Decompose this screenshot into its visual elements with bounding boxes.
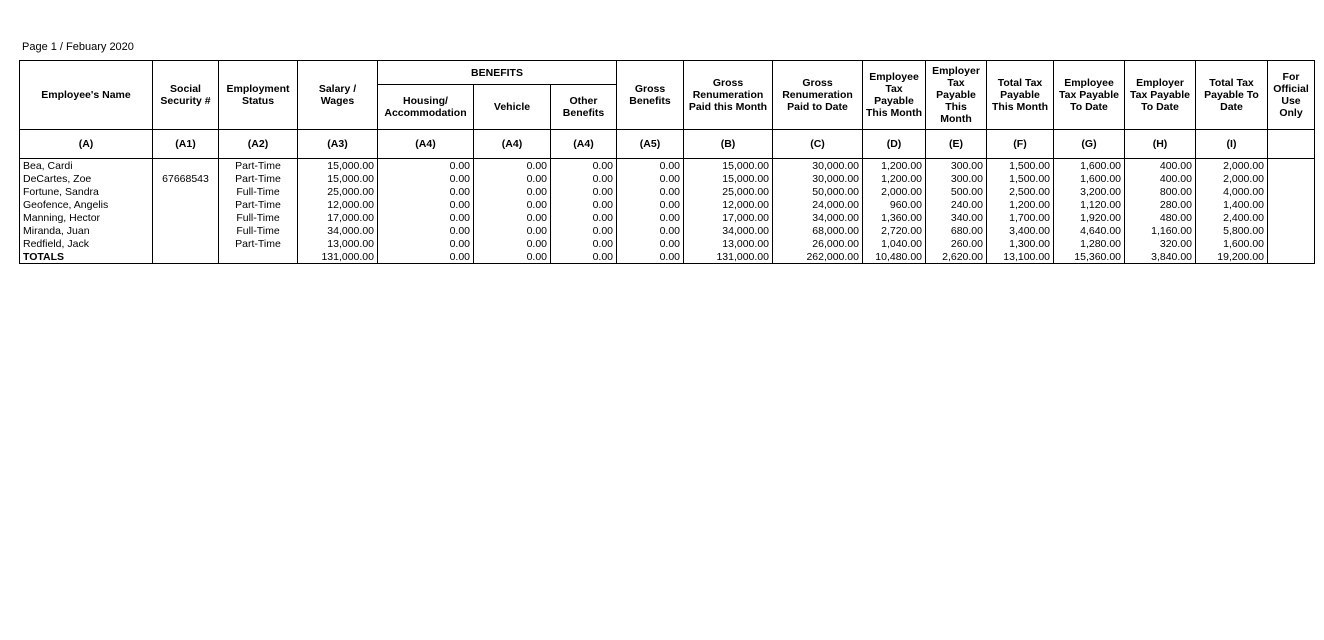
header-employer-tax-month: Employer Tax Payable This Month: [926, 61, 987, 130]
table-cell: 0.00: [617, 159, 684, 173]
table-cell: 67668543: [153, 172, 219, 185]
employee-name-cell: Redfield, Jack: [20, 237, 153, 250]
table-cell: 1,600.00: [1054, 159, 1125, 173]
table-cell: 15,000.00: [298, 159, 378, 173]
table-cell: 1,500.00: [987, 159, 1054, 173]
header-total-tax-date: Total Tax Payable To Date: [1196, 61, 1268, 130]
column-code: (A4): [378, 130, 474, 159]
column-code: (A4): [474, 130, 551, 159]
table-cell: 0.00: [617, 198, 684, 211]
table-cell: [153, 237, 219, 250]
table-cell: 0.00: [378, 237, 474, 250]
table-cell: 1,200.00: [863, 159, 926, 173]
table-cell: [1268, 237, 1315, 250]
employee-name-cell: Miranda, Juan: [20, 224, 153, 237]
table-cell: [1268, 159, 1315, 173]
employee-name-cell: DeCartes, Zoe: [20, 172, 153, 185]
table-cell: 0.00: [474, 159, 551, 173]
totals-cell: 19,200.00: [1196, 250, 1268, 264]
totals-cell: 10,480.00: [863, 250, 926, 264]
table-row: [20, 198, 1315, 211]
table-cell: 24,000.00: [773, 198, 863, 211]
totals-cell: 262,000.00: [773, 250, 863, 264]
totals-row: [20, 250, 1315, 264]
table-cell: [1268, 211, 1315, 224]
table-cell: 2,400.00: [1196, 211, 1268, 224]
table-cell: 3,400.00: [987, 224, 1054, 237]
table-cell: 1,600.00: [1196, 237, 1268, 250]
table-cell: 3,200.00: [1054, 185, 1125, 198]
table-cell: 0.00: [551, 185, 617, 198]
table-cell: 0.00: [474, 224, 551, 237]
table-cell: 30,000.00: [773, 159, 863, 173]
table-cell: 17,000.00: [298, 211, 378, 224]
header-employee-tax-month: Employee Tax Payable This Month: [863, 61, 926, 130]
table-cell: 0.00: [378, 185, 474, 198]
column-code: (A1): [153, 130, 219, 159]
header-gross-renumeration-date: Gross Renumeration Paid to Date: [773, 61, 863, 130]
table-cell: 1,200.00: [863, 172, 926, 185]
table-cell: 1,200.00: [987, 198, 1054, 211]
header-salary-wages: Salary / Wages: [298, 61, 378, 130]
table-row: [20, 211, 1315, 224]
table-cell: Part-Time: [219, 172, 298, 185]
table-cell: 0.00: [378, 159, 474, 173]
column-code: (A2): [219, 130, 298, 159]
table-cell: 5,800.00: [1196, 224, 1268, 237]
employee-name-cell: Manning, Hector: [20, 211, 153, 224]
column-code: (A5): [617, 130, 684, 159]
table-cell: 1,400.00: [1196, 198, 1268, 211]
table-cell: 2,720.00: [863, 224, 926, 237]
column-code: [1268, 130, 1315, 159]
header-employee-name: Employee's Name: [20, 61, 153, 130]
table-cell: Full-Time: [219, 211, 298, 224]
table-cell: 480.00: [1125, 211, 1196, 224]
totals-cell: 15,360.00: [1054, 250, 1125, 264]
table-cell: 4,000.00: [1196, 185, 1268, 198]
table-cell: 2,000.00: [1196, 172, 1268, 185]
table-cell: 0.00: [378, 198, 474, 211]
table-cell: [1268, 185, 1315, 198]
table-row: [20, 224, 1315, 237]
table-cell: [1268, 198, 1315, 211]
table-cell: 1,120.00: [1054, 198, 1125, 211]
page-label: Page 1 / Febuary 2020: [22, 41, 134, 53]
employee-name-cell: Geofence, Angelis: [20, 198, 153, 211]
table-cell: 0.00: [617, 211, 684, 224]
table-cell: [1268, 224, 1315, 237]
column-codes-row: [20, 130, 1315, 159]
table-cell: 0.00: [474, 237, 551, 250]
table-cell: 12,000.00: [298, 198, 378, 211]
table-cell: 13,000.00: [684, 237, 773, 250]
table-cell: 4,640.00: [1054, 224, 1125, 237]
totals-cell: 0.00: [474, 250, 551, 264]
column-code: (A): [20, 130, 153, 159]
table-cell: Part-Time: [219, 159, 298, 173]
table-cell: 25,000.00: [684, 185, 773, 198]
totals-cell: 131,000.00: [298, 250, 378, 264]
column-code: (C): [773, 130, 863, 159]
table-cell: 400.00: [1125, 172, 1196, 185]
column-code: (F): [987, 130, 1054, 159]
header-social-security: Social Security #: [153, 61, 219, 130]
totals-cell: 3,840.00: [1125, 250, 1196, 264]
table-cell: 34,000.00: [684, 224, 773, 237]
table-cell: 960.00: [863, 198, 926, 211]
table-cell: 12,000.00: [684, 198, 773, 211]
totals-cell: 2,620.00: [926, 250, 987, 264]
table-cell: [153, 211, 219, 224]
header-gross-benefits: Gross Benefits: [617, 61, 684, 130]
tax-report-table: [19, 60, 1315, 264]
totals-cell: 13,100.00: [987, 250, 1054, 264]
table-cell: 0.00: [551, 237, 617, 250]
table-cell: 260.00: [926, 237, 987, 250]
table-cell: 26,000.00: [773, 237, 863, 250]
header-vehicle: Vehicle: [474, 85, 551, 130]
table-row: [20, 237, 1315, 250]
table-cell: 15,000.00: [684, 172, 773, 185]
table-cell: 17,000.00: [684, 211, 773, 224]
table-cell: 1,360.00: [863, 211, 926, 224]
table-cell: 0.00: [474, 198, 551, 211]
column-code: (H): [1125, 130, 1196, 159]
table-cell: [153, 159, 219, 173]
table-cell: 340.00: [926, 211, 987, 224]
header-total-tax-month: Total Tax Payable This Month: [987, 61, 1054, 130]
header-employment-status: Employment Status: [219, 61, 298, 130]
header-other-benefits: Other Benefits: [551, 85, 617, 130]
column-code: (D): [863, 130, 926, 159]
table-cell: Part-Time: [219, 237, 298, 250]
table-cell: 2,000.00: [863, 185, 926, 198]
column-code: (E): [926, 130, 987, 159]
table-row: [20, 185, 1315, 198]
totals-label: TOTALS: [20, 250, 153, 264]
table-cell: 0.00: [551, 211, 617, 224]
table-cell: 1,500.00: [987, 172, 1054, 185]
table-cell: 400.00: [1125, 159, 1196, 173]
table-cell: 300.00: [926, 159, 987, 173]
table-cell: 0.00: [617, 237, 684, 250]
header-official-use: For Official Use Only: [1268, 61, 1315, 130]
column-code: (A3): [298, 130, 378, 159]
table-cell: 34,000.00: [298, 224, 378, 237]
column-code: (B): [684, 130, 773, 159]
table-cell: [153, 224, 219, 237]
table-cell: 68,000.00: [773, 224, 863, 237]
table-body: [20, 159, 1315, 264]
table-cell: 0.00: [474, 185, 551, 198]
table-cell: 240.00: [926, 198, 987, 211]
table-cell: 1,300.00: [987, 237, 1054, 250]
table-cell: 0.00: [378, 224, 474, 237]
table-cell: 30,000.00: [773, 172, 863, 185]
header-benefits-group: BENEFITS: [378, 61, 617, 85]
table-cell: 0.00: [474, 172, 551, 185]
table-cell: Full-Time: [219, 224, 298, 237]
table-cell: 0.00: [378, 172, 474, 185]
table-cell: 1,160.00: [1125, 224, 1196, 237]
table-cell: 680.00: [926, 224, 987, 237]
column-code: (A4): [551, 130, 617, 159]
table-cell: [1268, 172, 1315, 185]
table-cell: Full-Time: [219, 185, 298, 198]
table-cell: 300.00: [926, 172, 987, 185]
table-row: [20, 159, 1315, 173]
table-cell: 0.00: [474, 211, 551, 224]
table-cell: 15,000.00: [298, 172, 378, 185]
table-cell: 0.00: [617, 224, 684, 237]
totals-cell: 0.00: [617, 250, 684, 264]
table-cell: 2,500.00: [987, 185, 1054, 198]
table-cell: 0.00: [551, 198, 617, 211]
column-code: (G): [1054, 130, 1125, 159]
totals-cell: 131,000.00: [684, 250, 773, 264]
totals-cell: 0.00: [551, 250, 617, 264]
header-employee-tax-date: Employee Tax Payable To Date: [1054, 61, 1125, 130]
table-cell: Part-Time: [219, 198, 298, 211]
table-cell: 800.00: [1125, 185, 1196, 198]
table-cell: 0.00: [551, 159, 617, 173]
totals-cell: [153, 250, 219, 264]
table-cell: 0.00: [617, 172, 684, 185]
column-code: (I): [1196, 130, 1268, 159]
totals-cell: [1268, 250, 1315, 264]
table-cell: 50,000.00: [773, 185, 863, 198]
table-cell: 13,000.00: [298, 237, 378, 250]
table-cell: 1,920.00: [1054, 211, 1125, 224]
employee-name-cell: Fortune, Sandra: [20, 185, 153, 198]
totals-cell: 0.00: [378, 250, 474, 264]
table-cell: 0.00: [551, 224, 617, 237]
employee-name-cell: Bea, Cardi: [20, 159, 153, 173]
table-cell: 0.00: [378, 211, 474, 224]
table-cell: [153, 198, 219, 211]
table-cell: 320.00: [1125, 237, 1196, 250]
table-cell: 500.00: [926, 185, 987, 198]
table-row: [20, 172, 1315, 185]
table-cell: 34,000.00: [773, 211, 863, 224]
header-employer-tax-date: Employer Tax Payable To Date: [1125, 61, 1196, 130]
table-cell: 0.00: [551, 172, 617, 185]
table-cell: [153, 185, 219, 198]
table-cell: 1,280.00: [1054, 237, 1125, 250]
table-cell: 1,600.00: [1054, 172, 1125, 185]
table-cell: 280.00: [1125, 198, 1196, 211]
table-cell: 1,040.00: [863, 237, 926, 250]
table-cell: 2,000.00: [1196, 159, 1268, 173]
header-gross-renumeration-month: Gross Renumeration Paid this Month: [684, 61, 773, 130]
header-housing: Housing/ Accommodation: [378, 85, 474, 130]
table-cell: 1,700.00: [987, 211, 1054, 224]
totals-cell: [219, 250, 298, 264]
table-cell: 15,000.00: [684, 159, 773, 173]
table-cell: 0.00: [617, 185, 684, 198]
table-cell: 25,000.00: [298, 185, 378, 198]
